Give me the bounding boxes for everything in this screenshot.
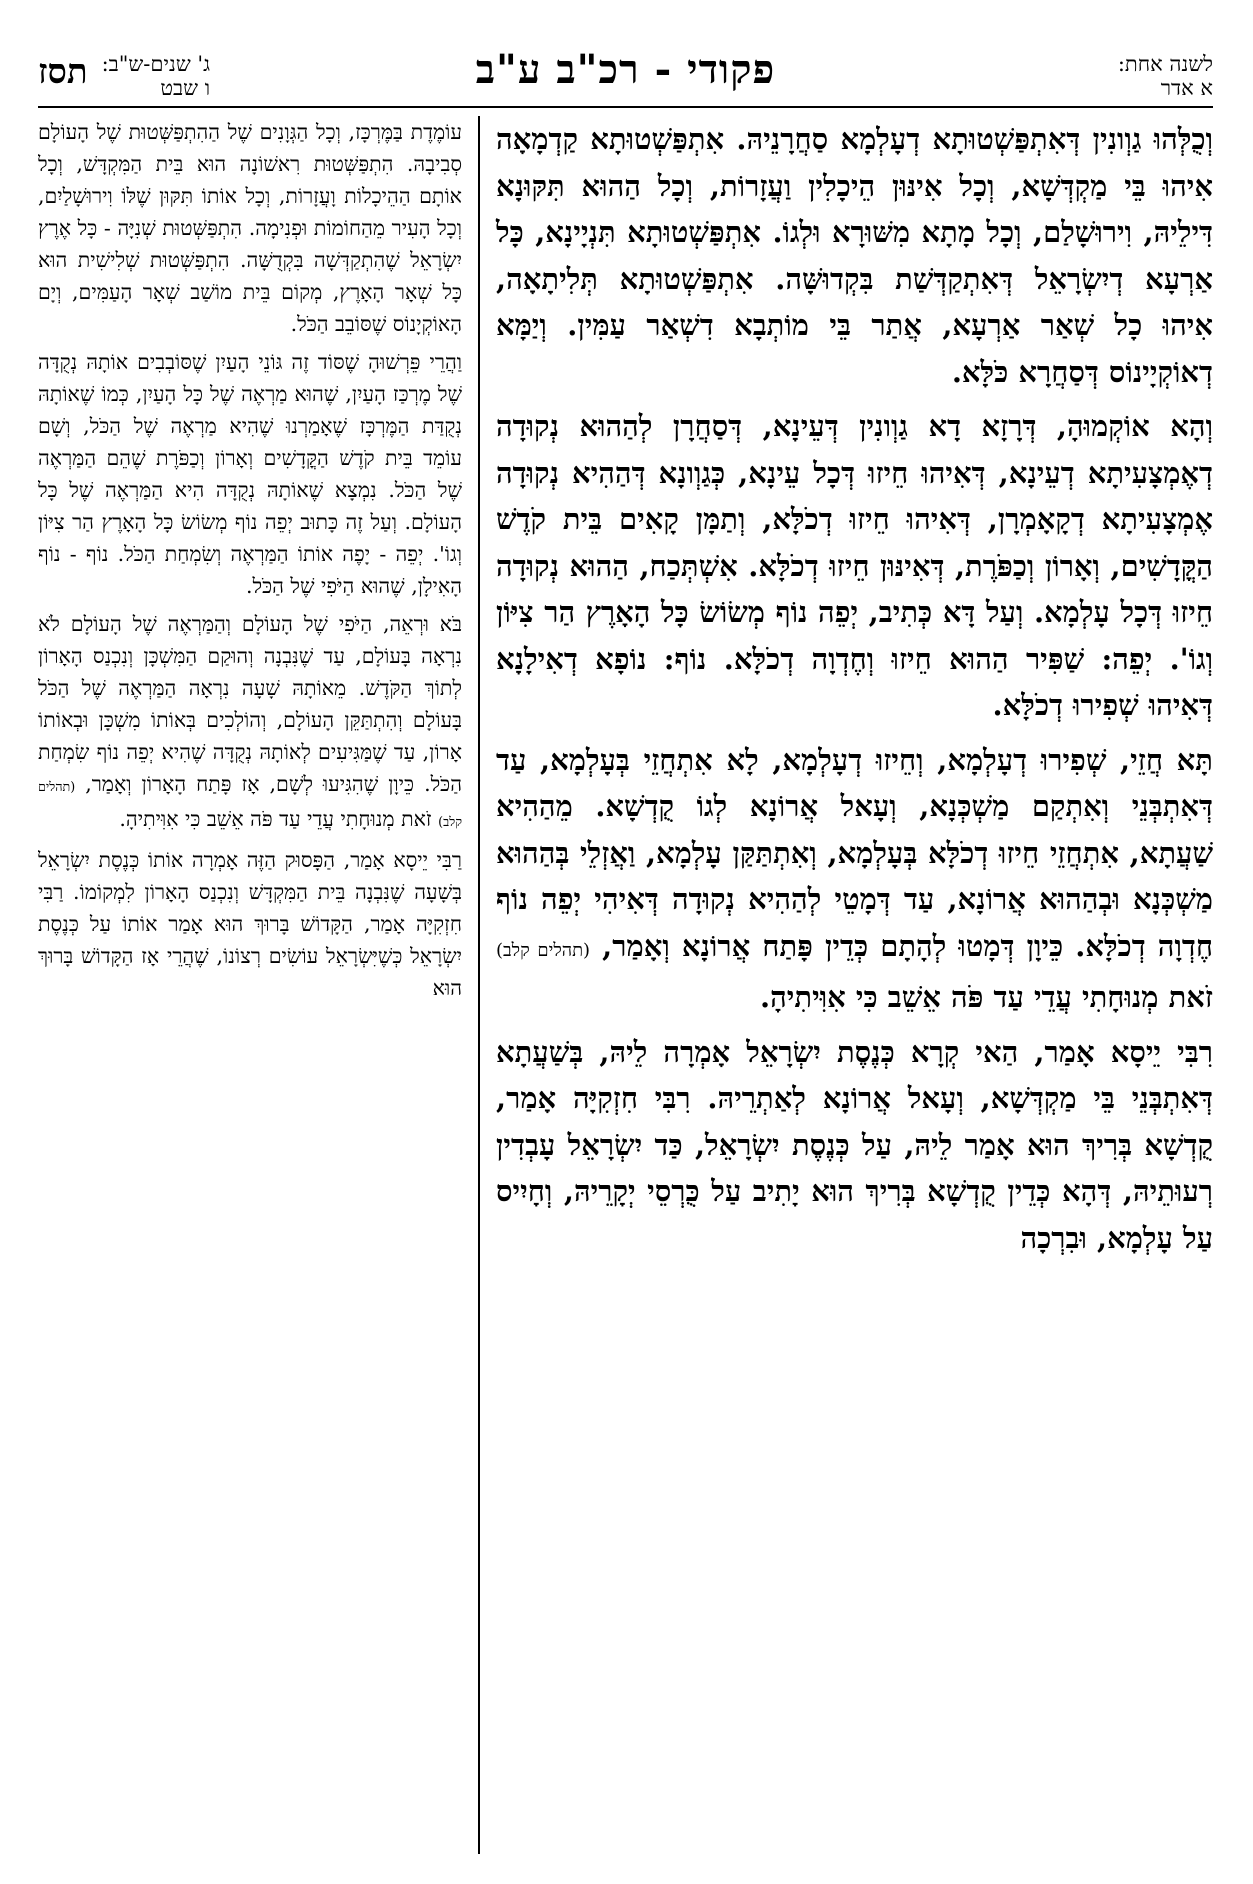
hebrew-translation-column	[38, 116, 478, 1854]
verse-source-reference: (תהלים קלב)	[38, 779, 462, 829]
text-columns	[38, 116, 1213, 1854]
verse-source-reference: (תהלים קלב)	[496, 939, 591, 961]
header-three-year-date: ו שבט	[160, 76, 211, 100]
header-three-year-schedule	[102, 52, 211, 100]
header-divider	[38, 106, 1213, 108]
header-three-year-label: ג' שנים-ש"ב:	[101, 52, 211, 76]
page-header	[38, 44, 1213, 106]
page	[38, 44, 1213, 1854]
header-one-year-date: א אדר	[1160, 76, 1213, 100]
aramaic-paragraph: רִבִּי יֵיסָא אָמַר, הַאי קְרָא כְּנֶסֶת יִשְׂרָאֵל אָמְרָה לֵיהּ, בְּשַׁעֲתָא דְּאִתְבְּנֵי בֵּי מַקְדְּשָׁא, וְעָאל אֲרוֹנָא לְאַתְרֵיהּ. רִבִּי חִזְקִיָּה אָמַר, קֻדְשָׁא בְּרִיךְ הוּא אָמַר לֵיהּ, עַל כְּנֶסֶת יִשְׂרָאֵל, כַּד יִשְׂרָאֵל עָבְדִין רְעוּתֵיהּ, דְּהָא כְּדֵין קֻדְשָׁא בְּרִיךְ הוּא יָתִיב עַל כֻּרְסֵי יְקָרֵיהּ, וְחָיִיס עַל עָלְמָא, וּבִרְכָה	[496, 1034, 1213, 1255]
aramaic-paragraph: וְהָא אוֹקְמוּהָ, דְּרָזָא דָא גַוְונִין דְּעֵינָא, דְּסַחֲרָן לְהַהוּא נְקוּדָה דְאֶמְצָעִיתָא דְעֵינָא, דְּאִיהוּ חֵיזוּ דְּכָל עֵינָא, כְּגַוְונָא דְּהַהִיא נְקוּדָה אֶמְצָעִיתָא דְקָאָמְרָן, דְּאִיהוּ חֵיזוּ דְכֹלָּא, וְתַמָּן קָאִים בֵּית קֹדֶשׁ הַקֳּדָשִׁים, וְאָרוֹן וְכַפֹּרֶת, דְּאִינּוּן חֵיזוּ דְכֹלָּא. אִשְׁתְּכַח, הַהוּא נְקוּדָה חֵיזוּ דְּכָל עָלְמָא. וְעַל דָּא כְּתִיב, יְפֵה נוֹף מְשׂוֹשׂ כָּל הָאָרֶץ הַר צִיּוֹן וְגוֹ'. יְפֵה: שַׁפִּיר הַהוּא חֵיזוּ וְחֶדְוָה דְכֹלָּא. נוֹף: נוֹפָא דְאִילָנָא דְּאִיהוּ שְׁפִירוּ דְכֹלָּא.	[496, 409, 1213, 722]
hebrew-paragraph: בֹּא וּרְאֵה, הַיֹּפִי שֶׁל הָעוֹלָם וְהַמַּרְאֶה שֶׁל הָעוֹלָם לֹא נִרְאָה בָּעוֹלָם, עַד שֶׁנִּבְנָה וְהוּקַם הַמִּשְׁכָּן וְנִכְנַס הָאָרוֹן לְתוֹךְ הַקֹּדֶשׁ. מֵאוֹתָהּ שָׁעָה נִרְאָה הַמַּרְאֶה שֶׁל הַכֹּל בָּעוֹלָם וְהִתְתַּקֵּן הָעוֹלָם, וְהוֹלְכִים בְּאוֹתוֹ מִשְׁכָּן וּבְאוֹתוֹ אָרוֹן, עַד שֶׁמַּגִּיעִים לְאוֹתָהּ נְקֻדָּה שֶׁהִיא יְפֵה נוֹף שִׂמְחַת הַכֹּל. כֵּיוָן שֶׁהִגִּיעוּ לְשָׁם, אָז פָּתַח הָאָרוֹן וְאָמַר, (תהלים קלב) זֹאת מְנוּחָתִי עֲדֵי עַד פֹּה אֵשֵׁב כִּי אִוִּיתִיהָ.	[38, 612, 462, 831]
aramaic-column	[478, 116, 1213, 1854]
aramaic-paragraph: תָּא חֲזֵי, שְׁפִירוּ דְעָלְמָא, וְחֵיזוּ דְעָלְמָא, לָא אִתְחֲזֵי בְּעָלְמָא, עַד דְּאִתְבְּנֵי וְאִתְקַם מַשְׁכְּנָא, וְעָאל אֲרוֹנָא לְגוֹ קֻדְשָׁא. מֵהַהִיא שַׁעֲתָא, אִתְחֲזֵי חֵיזוּ דְכֹלָּא בְּעָלְמָא, וְאִתְתַּקַּן עָלְמָא, וַאֲזְלֵי בְּהַהוּא מַשְׁכְּנָא וּבְהַהוּא אֲרוֹנָא, עַד דְּמָטֵי לְהַהִיא נְקוּדָה דְּאִיהִי יְפֵה נוֹף חֶדְוָה דְכֹלָּא. כֵּיוָן דְּמָטוּ לְהָתָם כְּדֵין פָּתַח אֲרוֹנָא וְאָמַר, (תהלים קלב) זֹאת מְנוּחָתִי עֲדֵי עַד פֹּה אֵשֵׁב כִּי אִוִּיתִיהָ.	[496, 742, 1213, 1014]
header-one-year-label: לשנה אחת:	[1117, 52, 1213, 76]
aramaic-paragraph: וְכֻלְּהוּ גַוְונִין דְּאִתְפַּשְׁטוּתָא דְעָלְמָא סַחֲרָנֵיהּ. אִתְפַּשְׁטוּתָא קַדְמָאָה אִיהוּ בֵּי מַקְדְּשָׁא, וְכָל אִינּוּן הֵיכָלִין וַעֲזָרוֹת, וְכָל הַהוּא תִּקּוּנָא דִּילֵיהּ, וִירוּשָׁלַם, וְכָל מָתָא מִשּׁוּרָא וּלְגוֹ. אִתְפַּשְׁטוּתָא תִּנְיָינָא, כָּל אַרְעָא דְיִשְׂרָאֵל דְּאִתְקַדְּשַׁת בִּקְדוּשָּׁה. אִתְפַּשְׁטוּתָא תְּלִיתָאָה, אִיהוּ כָל שְׁאַר אַרְעָא, אֲתַר בֵּי מוֹתְבָא דִשְׁאַר עַמִּין. וְיַמָּא דְאוֹקְיָינוֹס דְּסַחֲרָא כֹּלָּא.	[496, 122, 1213, 389]
page-number: תסז	[38, 52, 88, 92]
header-page-info	[38, 52, 210, 100]
hebrew-paragraph: וַהֲרֵי פֵּרְשׁוּהָ שֶׁסּוֹד זֶה גּוֹנֵי הָעַיִן שֶׁסּוֹבְבִים אוֹתָהּ נְקֻדָּה שֶׁל מֶרְכַּז הָעַיִן, שֶׁהוּא מַרְאֶה שֶׁל כָּל הָעַיִן, כְּמוֹ שֶׁאוֹתָהּ נְקֻדַּת הַמֶּרְכָּז שֶׁאָמַרְנוּ שֶׁהִיא מַרְאֶה שֶׁל הַכֹּל, וְשָׁם עוֹמֵד בֵּית קֹדֶשׁ הַקֳּדָשִׁים וְאָרוֹן וְכַפֹּרֶת שֶׁהֵם הַמַּרְאֶה שֶׁל הַכֹּל. נִמְצָא שֶׁאוֹתָהּ נְקֻדָּה הִיא הַמַּרְאֶה שֶׁל כָּל הָעוֹלָם. וְעַל זֶה כָּתוּב יְפֵה נוֹף מְשׂוֹשׂ כָּל הָאָרֶץ הַר צִיּוֹן וְגוֹ'. יְפֵה - יָפֶה אוֹתוֹ הַמַּרְאֶה וְשִׂמְחַת הַכֹּל. נוֹף - נוֹף הָאִילָן, שֶׁהוּא הַיֹּפִי שֶׁל הַכֹּל.	[38, 350, 462, 598]
hebrew-paragraph: עוֹמֶדֶת בַּמֶּרְכָּז, וְכָל הַגְּוָנִים שֶׁל הַהִתְפַּשְּׁטוּת שֶׁל הָעוֹלָם סְבִיבָהּ. הִתְפַּשְּׁטוּת רִאשׁוֹנָה הוּא בֵּית הַמִּקְדָּשׁ, וְכָל אוֹתָם הַהֵיכָלוֹת וָעֲזָרוֹת, וְכָל אוֹתוֹ תִּקּוּן שֶׁלּוֹ וִירוּשָׁלַיִם, וְכָל הָעִיר מֵהַחוֹמוֹת וּפְנִימָה. הִתְפַּשְּׁטוּת שְׁנִיָּה - כָּל אֶרֶץ יִשְׂרָאֵל שֶׁהִתְקַדְּשָׁה בִּקְדֻשָּׁה. הִתְפַּשְּׁטוּת שְׁלִישִׁית הוּא כָּל שְׁאָר הָאָרֶץ, מְקוֹם בֵּית מוֹשַׁב שְׁאָר הָעַמִּים, וְיָם הָאוֹקְיָנוֹס שֶׁסּוֹבֵב הַכֹּל.	[38, 120, 462, 336]
hebrew-paragraph: רַבִּי יֵיסָא אָמַר, הַפָּסוּק הַזֶּה אָמְרָה אוֹתוֹ כְּנֶסֶת יִשְׂרָאֵל בְּשָׁעָה שֶׁנִּבְנָה בֵּית הַמִּקְדָּשׁ וְנִכְנַס הָאָרוֹן לִמְקוֹמוֹ. רַבִּי חִזְקִיָּה אָמַר, הַקָּדוֹשׁ בָּרוּךְ הוּא אָמַר אוֹתוֹ עַל כְּנֶסֶת יִשְׂרָאֵל כְּשֶׁיִּשְׂרָאֵל עוֹשִׂים רְצוֹנוֹ, שֶׁהֲרֵי אָז הַקָּדוֹשׁ בָּרוּךְ הוּא	[38, 848, 462, 1000]
page-title: פקודי - רכ"ב ע"ב	[475, 46, 776, 93]
